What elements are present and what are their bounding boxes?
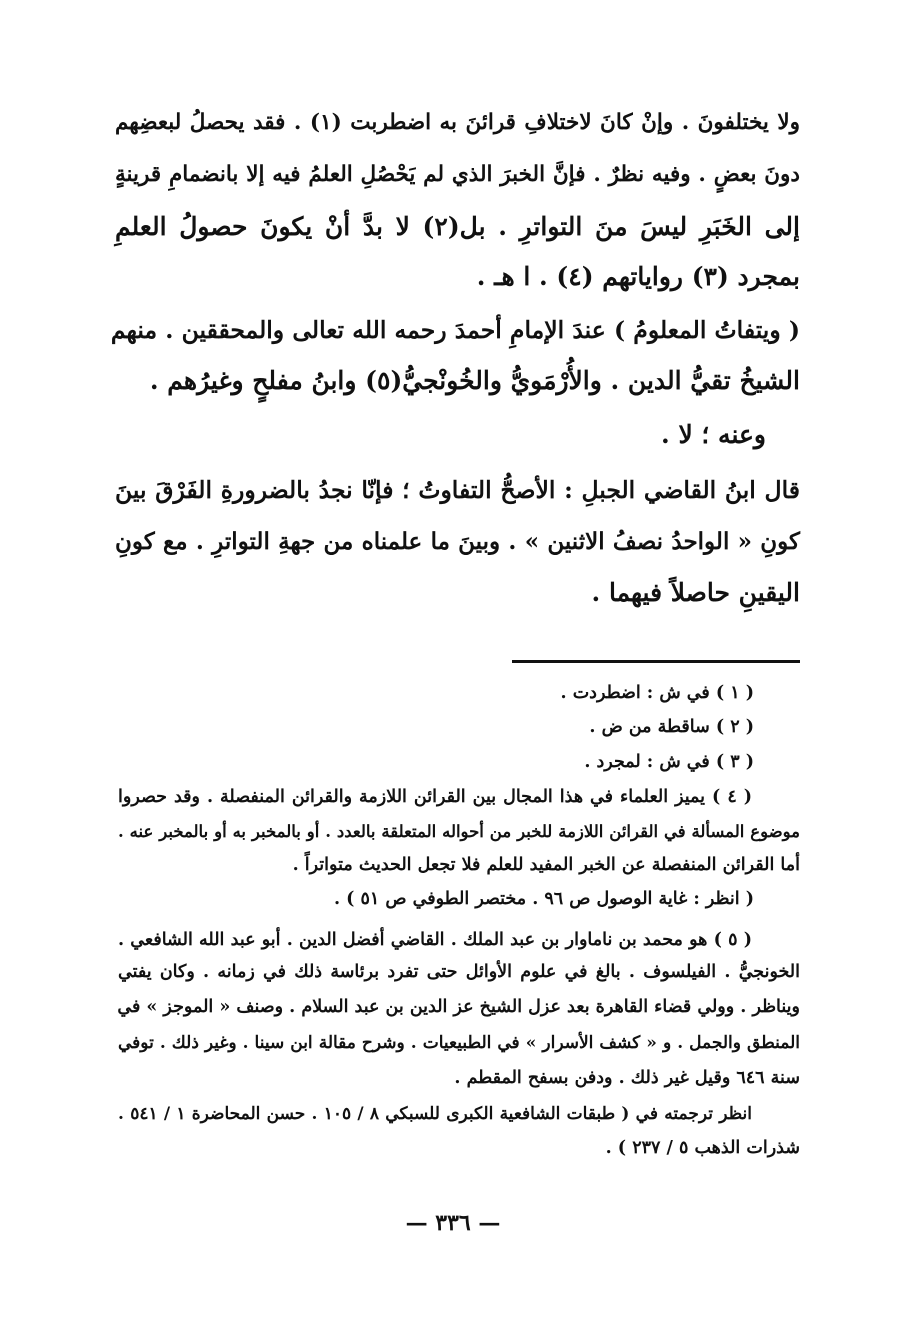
footnote-5-line-3: ويناظر . وولي قضاء القاهرة بعد عزل الشيخ عز الدين بن عبد السلام . وصنف « الموجز » في (117, 997, 800, 1017)
footnote-separator (512, 660, 800, 663)
footnote-2: ( ٢ ) ساقطة من ض . (589, 717, 754, 737)
footnote-5-reference-line-2: شذرات الذهب ٥ / ٢٣٧ ) . (605, 1138, 800, 1158)
body-line-3: إلى الخَبَرِ ليسَ منَ التواترِ . بل(٢) لا بدَّ أنْ يكونَ حصولُ العلمِ (115, 212, 800, 241)
footnote-5-line-1: ( ٥ ) هو محمد بن ناماوار بن عبد الملك . القاضي أفضل الدين . أبو عبد الله الشافعي . (118, 930, 753, 950)
body-line-4: بمجرد (٣) رواياتهم (٤) . ا هـ . (476, 262, 800, 291)
footnote-4-reference: ( انظر : غاية الوصول ص ٩٦ . مختصر الطوفي ص ٥١ ) . (333, 889, 754, 909)
footnote-4-line-2: موضوع المسألة في القرائن اللازمة للخبر من أحواله المتعلقة بالعدد . أو بالمخبر به أو بالمخبر عنه . (118, 822, 800, 841)
body-line-5: ( ويتفاتُ المعلومُ ) عندَ الإمامِ أحمدَ رحمه الله تعالى والمحققين . منهم (110, 316, 800, 344)
footnote-4-line-1: ( ٤ ) يميز العلماء في هذا المجال بين القرائن اللازمة والقرائن المنفصلة . وقد حصروا (118, 787, 752, 807)
footnote-3: ( ٣ ) في ش : لمجرد . (584, 752, 754, 772)
footnote-5-line-4: المنطق والجمل . و « كشف الأسرار » في الطبيعيات . وشرح مقالة ابن سينا . وغير ذلك . توفي (118, 1033, 800, 1053)
footnote-4-line-3: أما القرائن المنفصلة عن الخبر المفيد للعلم فلا تجعل الحديث متواتراً . (292, 855, 800, 875)
footnote-5-line-5: سنة ٦٤٦ وقيل غير ذلك . ودفن بسفح المقطم . (454, 1068, 800, 1088)
body-line-6: الشيخُ تقيُّ الدين . والأُرْمَويُّ والخُونْجيُّ(٥) وابنُ مفلحٍ وغيرُهم . (149, 366, 800, 395)
body-line-7: وعنه ؛ لا . (661, 420, 766, 449)
page-number: — ٣٣٦ — (405, 1210, 501, 1236)
footnote-5-reference-line-1: انظر ترجمته في ( طبقات الشافعية الكبرى للسبكي ٨ / ١٠٥ . حسن المحاضرة ١ / ٥٤١ . (118, 1104, 752, 1124)
body-line-8: قال ابنُ القاضي الجبلِ : الأصحُّ التفاوتُ ؛ فإنّا نجدُ بالضرورةِ الفَرْقَ بينَ (115, 476, 800, 504)
footnote-1: ( ١ ) في ش : اضطردت . (560, 683, 754, 703)
body-line-9: كونِ « الواحدُ نصفُ الاثنين » . وبينَ ما علمناه من جهةِ التواترِ . مع كونِ (115, 528, 800, 555)
footnote-5-line-2: الخونجيُّ . الفيلسوف . بالغ في علوم الأوائل حتى تفرد برئاسة ذلك في زمانه . وكان يفتي (118, 962, 800, 982)
body-line-1: ولا يختلفونَ . وإنْ كانَ لاختلافِ قرائنَ به اضطربت (١) . فقد يحصلُ لبعضِهم (115, 110, 800, 135)
body-line-2: دونَ بعضٍ . وفيه نظرٌ . فإنَّ الخبرَ الذي لم يَحْصُلِ العلمُ فيه إلا بانضمامِ قرينةٍ (115, 162, 800, 187)
body-line-10: اليقينِ حاصلاً فيهما . (591, 578, 800, 607)
